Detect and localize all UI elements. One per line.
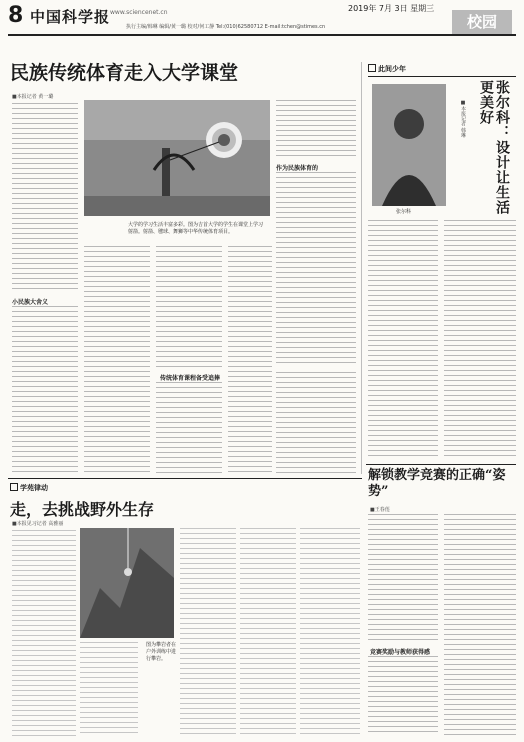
profile-column-tag-text: 此间少年	[378, 65, 406, 73]
lead-title: 民族传统体育走入大学课堂	[10, 62, 239, 84]
page-number: 8	[8, 3, 24, 28]
issue-date: 2019年 7月 3日 星期三	[348, 4, 435, 13]
square-bullet-icon	[10, 483, 18, 491]
outdoor-photo	[80, 528, 174, 638]
lead-body-col1a	[12, 103, 78, 293]
lead-photo-caption: 大学的学习生活丰富多彩。图为吉首大学的学生在课堂上学习射箭。射箭、毽球、舞狮等中华传统体育项目。	[128, 222, 264, 235]
lead-body-col2	[84, 246, 150, 474]
contest-rule	[366, 464, 516, 465]
outdoor-photo-caption: 图为攀岩者在户外训练中进行攀岩。	[146, 642, 177, 662]
contest-title: 解锁教学竞赛的正确“姿势”	[368, 468, 506, 499]
lead-body-col4c	[276, 372, 356, 474]
lead-photo	[84, 100, 270, 216]
square-bullet-icon	[368, 64, 376, 72]
outdoor-byline: ■本报见习记者 高雅丽	[12, 521, 64, 527]
paper-name: 中国科学报	[30, 8, 111, 26]
lead-body-col3a	[156, 246, 222, 370]
contest-subhead: 竞赛奖励与教师获得感	[370, 649, 431, 656]
editor-line: 执行主编/韩琳 编辑/黄一璐 校对/何工静 Tel:(010)62580712 E-mail:tchen@stimes.cn	[126, 24, 326, 30]
climber-illustration	[80, 528, 174, 638]
outdoor-column-tag	[10, 483, 48, 493]
contest-body-col2	[444, 514, 516, 736]
section-name: 校园	[452, 10, 512, 34]
lead-body-col4a	[276, 100, 356, 160]
masthead-rule	[8, 34, 516, 36]
profile-rule	[368, 76, 516, 77]
outdoor-body-col2	[80, 642, 138, 736]
profile-byline: ■本报记者 韩琳	[460, 100, 466, 138]
outdoor-body-col5	[300, 528, 360, 736]
profile-body-col1	[368, 220, 438, 460]
lead-body-col1b	[12, 306, 78, 474]
paper-url[interactable]: www.sciencenet.cn	[110, 9, 168, 16]
profile-column-tag	[368, 64, 406, 74]
outdoor-body-col3	[180, 528, 236, 736]
profile-photo	[372, 84, 446, 206]
lead-subhead-1: 小民族大舍义	[12, 299, 49, 306]
lead-body-col4b	[276, 172, 356, 367]
outdoor-body-col4	[240, 528, 296, 736]
column-separator	[361, 62, 362, 474]
profile-body-col2	[444, 220, 516, 460]
profile-title: 张尔科：设计让生活更美好	[478, 80, 510, 215]
contest-byline: ■王春莲	[370, 507, 390, 513]
outdoor-body-col1	[12, 530, 76, 736]
lead-body-col3b	[156, 382, 222, 474]
lead-subhead-3: 传统体育课程备受追捧	[160, 375, 221, 382]
lead-subhead-2: 作为民族体育的	[276, 165, 319, 172]
contest-body-col1b	[368, 656, 438, 736]
lead-body-col5	[228, 246, 272, 474]
contest-body-col1a	[368, 514, 438, 644]
profile-photo-caption: 张尔科	[396, 209, 412, 215]
masthead	[0, 0, 524, 34]
outdoor-rule	[8, 478, 362, 479]
outdoor-column-tag-text: 学苑律动	[20, 484, 48, 492]
archery-target-illustration	[84, 100, 270, 216]
lead-byline: ■本报记者 黄一璐	[12, 94, 54, 100]
outdoor-title: 走，去挑战野外生存	[10, 500, 155, 519]
portrait-illustration	[372, 84, 446, 206]
